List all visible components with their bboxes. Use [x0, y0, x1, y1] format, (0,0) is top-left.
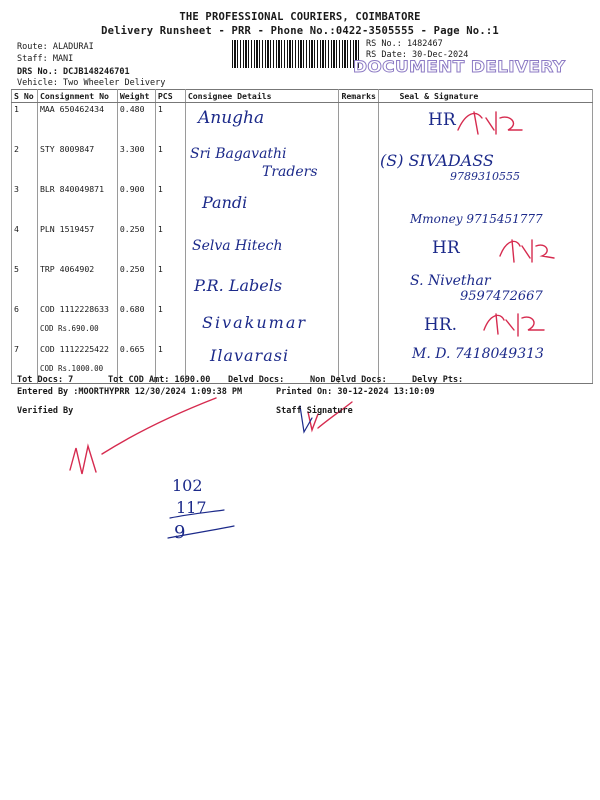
cell-sno: 4 — [12, 223, 38, 263]
col-seal: Seal & Signature — [379, 90, 593, 103]
cell-sno: 6 — [12, 303, 38, 343]
cell-sno: 5 — [12, 263, 38, 303]
hw-signature-5: S. Nivethar — [410, 273, 491, 289]
hw-signature-1: HR — [428, 110, 456, 130]
cell-pcs: 1 — [155, 143, 185, 183]
cell-weight: 0.665 — [117, 343, 155, 384]
hw-consignee-7: Ilavarasi — [210, 346, 290, 365]
hw-consignee-2b: Traders — [262, 164, 318, 180]
cell-weight: 0.250 — [117, 263, 155, 303]
cell-weight: 0.680 — [117, 303, 155, 343]
cell-consignment: STY 8009847 — [37, 143, 117, 183]
hw-consignee-3: Pandi — [202, 193, 248, 212]
printed-on: Printed On: 30-12-2024 13:10:09 — [276, 387, 435, 397]
cell-consignment: PLN 1519457 — [37, 223, 117, 263]
col-consignment: Consignment No — [37, 90, 117, 103]
hw-consignee-2: Sri Bagavathi — [190, 146, 287, 162]
rs-date: RS Date: 30-Dec-2024 — [366, 50, 469, 60]
document-delivery-stamp: DOCUMENT DELIVERY — [353, 57, 566, 77]
col-remarks: Remarks — [339, 90, 379, 103]
cell-weight: 0.250 — [117, 223, 155, 263]
cell-weight: 0.480 — [117, 103, 155, 144]
cell-pcs: 1 — [155, 303, 185, 343]
hw-consignee-4: Selva Hitech — [192, 238, 283, 254]
col-weight: Weight — [117, 90, 155, 103]
hw-consignee-1: Anugha — [198, 108, 265, 128]
cell-sno: 1 — [12, 103, 38, 144]
cell-consignment: MAA 650462434 — [37, 103, 117, 144]
cell-pcs: 1 — [155, 263, 185, 303]
col-sno: S No — [12, 90, 38, 103]
total-cod-amount: Tot COD Amt: 1690.00 — [108, 375, 211, 385]
red-initial-row4 — [500, 240, 554, 262]
cell-pcs: 1 — [155, 183, 185, 223]
red-scribble-verified — [70, 398, 216, 474]
entered-by: Entered By :MOORTHYPRR 12/30/2024 1:09:38 PM — [17, 387, 243, 397]
hw-note-2: 117 — [176, 498, 207, 517]
cell-weight: 3.300 — [117, 143, 155, 183]
vehicle: Vehicle: Two Wheeler Delivery — [17, 78, 166, 88]
route: Route: ALADURAI — [17, 42, 94, 52]
runsheet-title: Delivery Runsheet - PRR - Phone No.:0422-3505555 - Page No.:1 — [101, 25, 499, 37]
hw-signature-7: M. D. 7418049313 — [412, 346, 544, 362]
cell-sno: 3 — [12, 183, 38, 223]
hw-signature-2-phone: 9789310555 — [450, 170, 520, 183]
hw-signature-3: Mmoney 9715451777 — [410, 212, 543, 226]
hw-signature-4: HR — [432, 238, 460, 258]
cell-pcs: 1 — [155, 343, 185, 384]
hw-consignee-5: P.R. Labels — [194, 276, 283, 295]
cell-sno: 2 — [12, 143, 38, 183]
hw-consignee-6: Sivakumar — [202, 313, 308, 332]
verified-by-label: Verified By — [17, 406, 74, 416]
cod-amount: COD Rs.1000.00 — [39, 364, 104, 373]
delivered-docs: Delvd Docs: — [228, 375, 285, 385]
hw-signature-2: (S) SIVADASS — [380, 151, 494, 170]
cell-pcs: 1 — [155, 223, 185, 263]
drs-number: DRS No.: DCJB148246701 — [17, 67, 130, 77]
cell-consignment: BLR 840049871 — [37, 183, 117, 223]
cell-sno: 7 — [12, 343, 38, 384]
delivery-points: Delvy Pts: — [412, 375, 464, 385]
staff-signature-label: Staff Signature — [276, 406, 353, 416]
col-consignee: Consignee Details — [185, 90, 339, 103]
total-docs: Tot Docs: 7 — [17, 375, 74, 385]
cod-amount: COD Rs.690.00 — [39, 324, 99, 333]
hw-signature-5-phone: 9597472667 — [460, 289, 543, 304]
hw-signature-6: HR. — [424, 315, 458, 335]
hw-note-3: 9 — [174, 522, 186, 543]
cell-pcs: 1 — [155, 103, 185, 144]
red-initial-row1 — [458, 112, 522, 134]
rs-number: RS No.: 1482467 — [366, 39, 443, 49]
cell-weight: 0.900 — [117, 183, 155, 223]
hw-note-1: 102 — [172, 476, 203, 495]
red-initial-row6 — [484, 314, 544, 336]
cell-consignment: TRP 4064902 — [37, 263, 117, 303]
company-name: THE PROFESSIONAL COURIERS, COIMBATORE — [179, 11, 421, 23]
non-delivered-docs: Non Delvd Docs: — [310, 375, 387, 385]
staff: Staff: MANI — [17, 54, 74, 64]
col-pcs: PCS — [155, 90, 185, 103]
consignment-number: COD 1112225422 — [39, 344, 109, 354]
consignment-number: COD 1112228633 — [39, 304, 109, 314]
